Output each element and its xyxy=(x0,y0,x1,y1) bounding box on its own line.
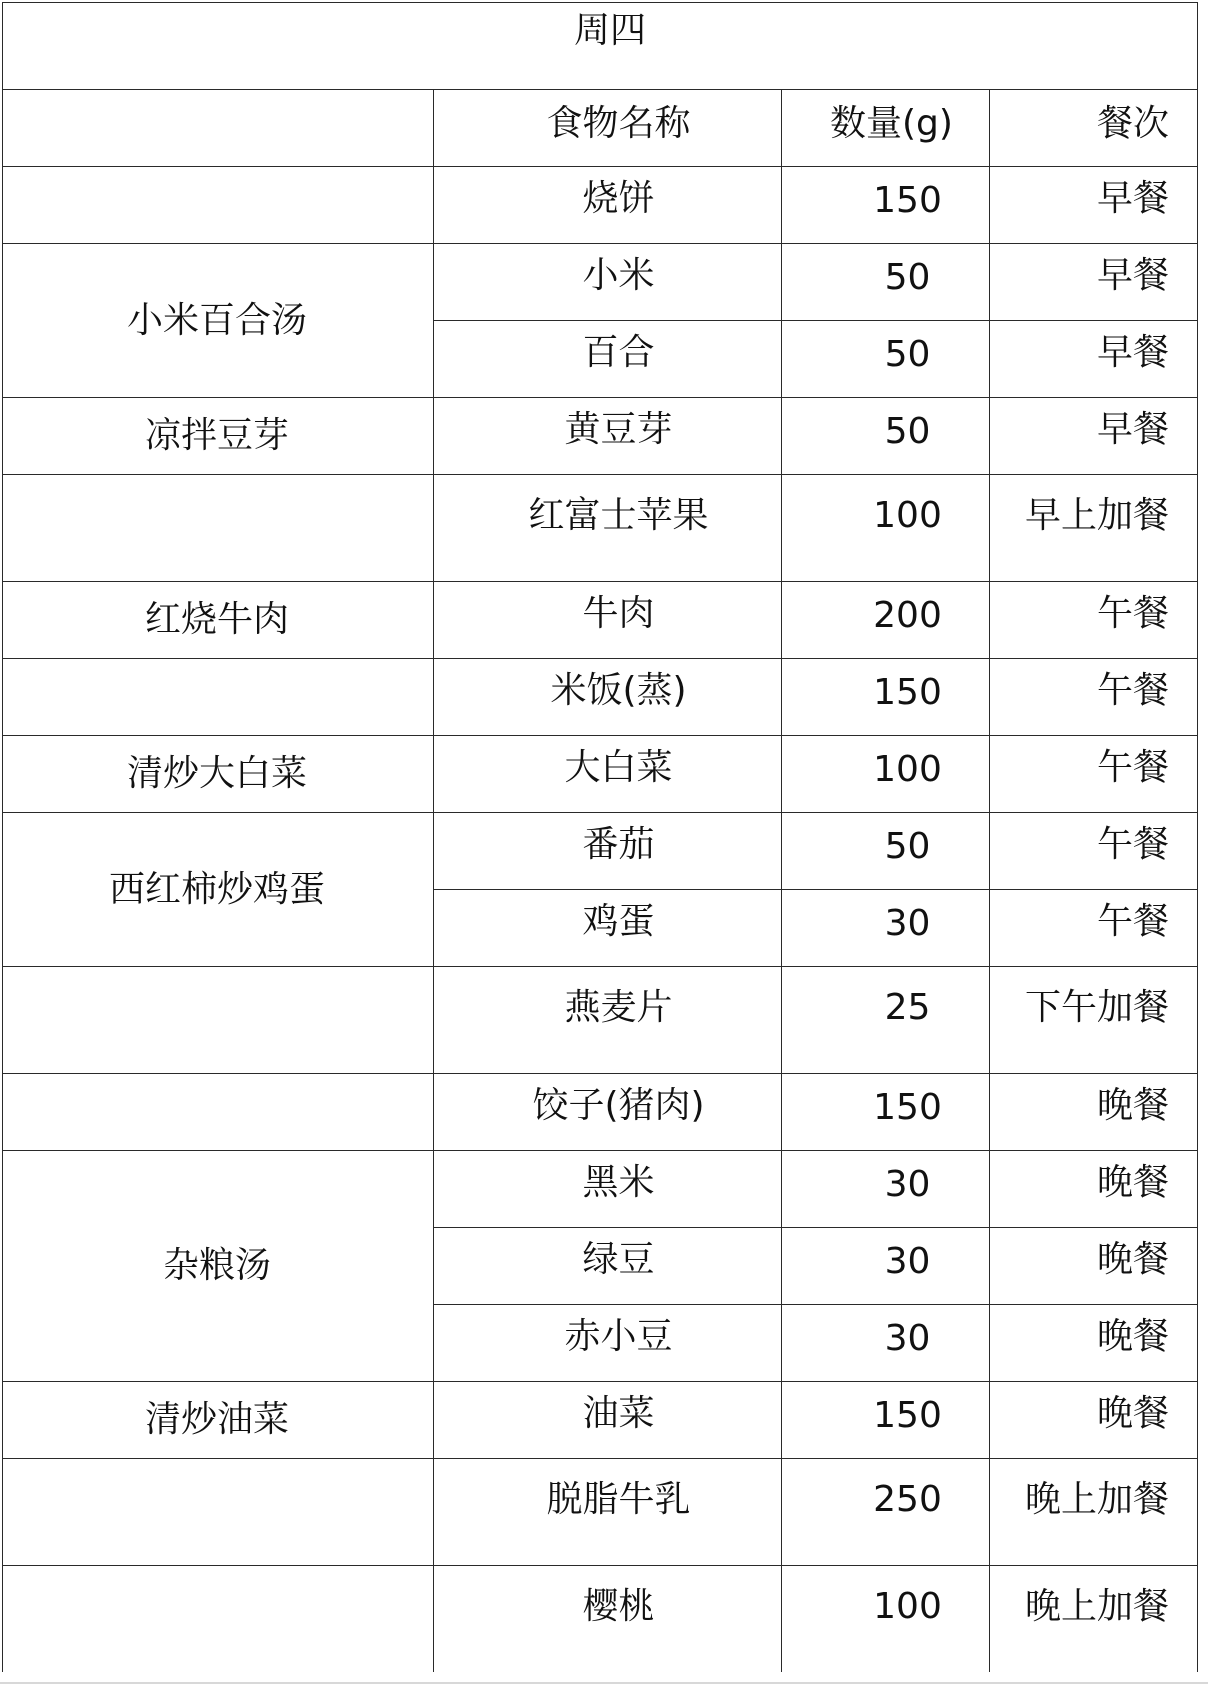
meal-cell: 午餐 xyxy=(990,890,1198,967)
food-cell: 烧饼 xyxy=(434,167,782,244)
header-row xyxy=(3,90,1198,167)
meal-cell: 早上加餐 xyxy=(990,475,1198,582)
quantity-cell: 30 xyxy=(782,1228,990,1305)
food-cell: 小米 xyxy=(434,244,782,321)
quantity-cell: 30 xyxy=(782,890,990,967)
meal-cell: 晚餐 xyxy=(990,1151,1198,1228)
dish-cell xyxy=(3,167,434,244)
table-row xyxy=(3,1459,1198,1566)
quantity-cell: 30 xyxy=(782,1151,990,1228)
table-title: 周四 xyxy=(574,10,647,51)
table-row xyxy=(3,659,1198,736)
dish-cell xyxy=(3,475,434,582)
meal-cell: 下午加餐 xyxy=(990,967,1198,1074)
food-cell: 牛肉 xyxy=(434,582,782,659)
quantity-cell: 30 xyxy=(782,1305,990,1382)
quantity-cell: 150 xyxy=(782,167,990,244)
meal-plan-table xyxy=(2,2,1198,1672)
table-row xyxy=(3,475,1198,582)
quantity-cell: 100 xyxy=(782,475,990,582)
dish-cell xyxy=(3,1459,434,1566)
table-row xyxy=(3,167,1198,244)
meal-cell: 晚上加餐 xyxy=(990,1566,1198,1673)
dish-cell: 清炒油菜 xyxy=(3,1382,434,1459)
quantity-cell: 150 xyxy=(782,1382,990,1459)
dish-cell: 红烧牛肉 xyxy=(3,582,434,659)
food-cell: 樱桃 xyxy=(434,1566,782,1673)
food-cell: 饺子(猪肉) xyxy=(434,1074,782,1151)
table-row xyxy=(3,1382,1198,1459)
meal-cell: 晚上加餐 xyxy=(990,1459,1198,1566)
quantity-cell: 150 xyxy=(782,659,990,736)
table-row xyxy=(3,736,1198,813)
header-dish xyxy=(3,90,434,167)
table-row xyxy=(3,1566,1198,1673)
meal-cell: 午餐 xyxy=(990,813,1198,890)
dish-cell xyxy=(3,1074,434,1151)
table-row xyxy=(3,967,1198,1074)
quantity-cell: 50 xyxy=(782,321,990,398)
page-bottom-divider xyxy=(0,1682,1208,1684)
quantity-cell: 250 xyxy=(782,1459,990,1566)
quantity-cell: 100 xyxy=(782,736,990,813)
dish-cell: 杂粮汤 xyxy=(3,1151,434,1382)
dish-cell: 凉拌豆芽 xyxy=(3,398,434,475)
dish-cell: 小米百合汤 xyxy=(3,244,434,398)
food-cell: 黄豆芽 xyxy=(434,398,782,475)
food-cell: 米饭(蒸) xyxy=(434,659,782,736)
quantity-cell: 25 xyxy=(782,967,990,1074)
table-row xyxy=(3,813,1198,890)
food-cell: 赤小豆 xyxy=(434,1305,782,1382)
title-row xyxy=(3,3,1198,90)
food-cell: 百合 xyxy=(434,321,782,398)
meal-cell: 早餐 xyxy=(990,167,1198,244)
header-meal: 餐次 xyxy=(990,90,1198,167)
food-cell: 油菜 xyxy=(434,1382,782,1459)
quantity-cell: 50 xyxy=(782,813,990,890)
meal-cell: 早餐 xyxy=(990,321,1198,398)
food-cell: 大白菜 xyxy=(434,736,782,813)
quantity-cell: 100 xyxy=(782,1566,990,1673)
quantity-cell: 50 xyxy=(782,244,990,321)
meal-cell: 午餐 xyxy=(990,736,1198,813)
food-cell: 燕麦片 xyxy=(434,967,782,1074)
meal-cell: 午餐 xyxy=(990,659,1198,736)
quantity-cell: 50 xyxy=(782,398,990,475)
meal-cell: 早餐 xyxy=(990,398,1198,475)
dish-cell xyxy=(3,659,434,736)
meal-plan-sheet xyxy=(2,2,1197,1672)
food-cell: 番茄 xyxy=(434,813,782,890)
table-row xyxy=(3,244,1198,321)
meal-cell: 午餐 xyxy=(990,582,1198,659)
meal-cell: 晚餐 xyxy=(990,1074,1198,1151)
table-row xyxy=(3,582,1198,659)
meal-cell: 早餐 xyxy=(990,244,1198,321)
dish-cell: 西红柿炒鸡蛋 xyxy=(3,813,434,967)
quantity-cell: 150 xyxy=(782,1074,990,1151)
header-quantity: 数量(g) xyxy=(782,90,990,167)
table-title-cell xyxy=(3,3,1198,90)
table-row xyxy=(3,398,1198,475)
dish-cell xyxy=(3,967,434,1074)
meal-cell: 晚餐 xyxy=(990,1382,1198,1459)
dish-cell xyxy=(3,1566,434,1673)
food-cell: 鸡蛋 xyxy=(434,890,782,967)
food-cell: 绿豆 xyxy=(434,1228,782,1305)
table-row xyxy=(3,1074,1198,1151)
header-food-name: 食物名称 xyxy=(434,90,782,167)
food-cell: 黑米 xyxy=(434,1151,782,1228)
meal-cell: 晚餐 xyxy=(990,1305,1198,1382)
food-cell: 脱脂牛乳 xyxy=(434,1459,782,1566)
table-row xyxy=(3,1151,1198,1228)
food-cell: 红富士苹果 xyxy=(434,475,782,582)
quantity-cell: 200 xyxy=(782,582,990,659)
meal-cell: 晚餐 xyxy=(990,1228,1198,1305)
dish-cell: 清炒大白菜 xyxy=(3,736,434,813)
